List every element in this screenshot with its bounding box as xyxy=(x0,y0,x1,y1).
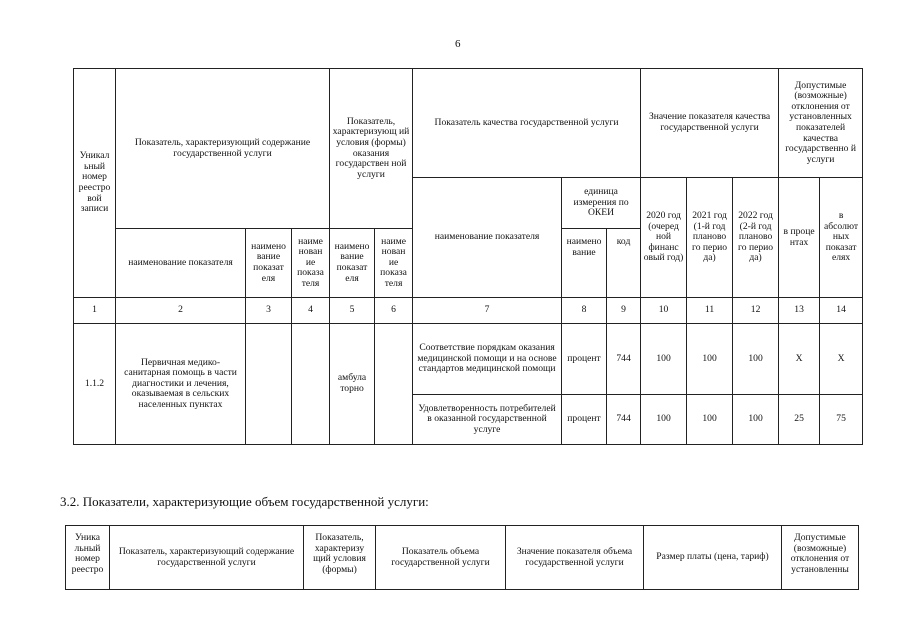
header-year-2021: 2021 год (1-й год планово го перио да) xyxy=(687,178,733,298)
header-conditions: Показатель, характеризу щий условия (формы) xyxy=(304,526,376,590)
value-2022-cell: 100 xyxy=(733,395,779,445)
header-okei-name: наимено вание xyxy=(562,229,607,298)
deviation-absolute-cell: 75 xyxy=(820,395,863,445)
header-fee: Размер платы (цена, тариф) xyxy=(644,526,782,590)
condition-cell: амбула торно xyxy=(330,324,375,445)
header-indicator-name-1: наимено вание показат еля xyxy=(246,229,292,298)
column-number: 14 xyxy=(820,298,863,324)
header-indicator-name-3: наимено вание показат еля xyxy=(330,229,375,298)
quality-indicator-name: Удовлетворенность потребителей в оказанной государственной услуге xyxy=(413,395,562,445)
column-number: 8 xyxy=(562,298,607,324)
deviation-absolute-cell: Х xyxy=(820,324,863,395)
column-number: 2 xyxy=(116,298,246,324)
empty-cell xyxy=(246,324,292,445)
header-quality-indicator-name: наименование показателя xyxy=(413,178,562,298)
header-in-percent: в проце нтах xyxy=(779,178,820,298)
column-number: 13 xyxy=(779,298,820,324)
header-in-absolute: в абсолют ных показат елях xyxy=(820,178,863,298)
value-2021-cell: 100 xyxy=(687,395,733,445)
header-volume: Показатель объема государственной услуги xyxy=(376,526,506,590)
header-deviation-group: Допустимые (возможные) отклонения от установленных показателей качества государственно й услуги xyxy=(779,69,863,178)
column-number: 6 xyxy=(375,298,413,324)
quality-indicators-table xyxy=(73,68,863,445)
column-number: 9 xyxy=(607,298,641,324)
value-2022-cell: 100 xyxy=(733,324,779,395)
volume-indicators-table xyxy=(65,525,859,590)
code-cell: 744 xyxy=(607,395,641,445)
deviation-percent-cell: Х xyxy=(779,324,820,395)
header-reg-number: Уникал ьный номер реестро вой записи xyxy=(74,69,116,298)
value-2020-cell: 100 xyxy=(641,324,687,395)
header-year-2020: 2020 год (очеред ной финанс овый год) xyxy=(641,178,687,298)
section-heading: 3.2. Показатели, характеризующие объем государственной услуги: xyxy=(60,494,429,509)
column-numbers-row xyxy=(74,298,863,324)
empty-cell xyxy=(292,324,330,445)
header-reg-number: Уника льный номер реестро xyxy=(66,526,110,590)
header-indicator-name-2: наиме нован ие показа теля xyxy=(292,229,330,298)
unit-cell: процент xyxy=(562,324,607,395)
deviation-percent-cell: 25 xyxy=(779,395,820,445)
value-2020-cell: 100 xyxy=(641,395,687,445)
page-number: 6 xyxy=(455,38,461,50)
column-number: 10 xyxy=(641,298,687,324)
header-deviation: Допустимые (возможные) отклонения от установленны xyxy=(782,526,859,590)
table-row xyxy=(74,324,863,395)
header-value-group: Значение показателя качества государственной услуги xyxy=(641,69,779,178)
column-number: 4 xyxy=(292,298,330,324)
column-number: 7 xyxy=(413,298,562,324)
service-content-cell: Первичная медико-санитарная помощь в части диагностики и лечения, оказываемая в сельских населенных пунктах xyxy=(116,324,246,445)
column-number: 3 xyxy=(246,298,292,324)
header-okei-code: код xyxy=(607,229,641,298)
column-number: 5 xyxy=(330,298,375,324)
column-number: 11 xyxy=(687,298,733,324)
quality-indicator-name: Соответствие порядкам оказания медицинской помощи и на основе стандартов медицинской помощи xyxy=(413,324,562,395)
column-number: 1 xyxy=(74,298,116,324)
header-value: Значение показателя объема государственной услуги xyxy=(506,526,644,590)
header-indicator-name-wide: наименование показателя xyxy=(116,229,246,298)
header-quality-group: Показатель качества государственной услуги xyxy=(413,69,641,178)
header-content-group: Показатель, характеризующий содержание государственной услуги xyxy=(116,69,330,229)
value-2021-cell: 100 xyxy=(687,324,733,395)
header-content: Показатель, характеризующий содержание государственной услуги xyxy=(110,526,304,590)
column-number: 12 xyxy=(733,298,779,324)
reg-number-cell: 1.1.2 xyxy=(74,324,116,445)
header-okei-unit: единица измерения по ОКЕИ xyxy=(562,178,641,229)
code-cell: 744 xyxy=(607,324,641,395)
header-year-2022: 2022 год (2-й год планово го перио да) xyxy=(733,178,779,298)
header-indicator-name-4: наиме нован ие показа теля xyxy=(375,229,413,298)
unit-cell: процент xyxy=(562,395,607,445)
empty-cell xyxy=(375,324,413,445)
header-conditions-group: Показатель, характеризующ ий условия (формы) оказания государствен ной услуги xyxy=(330,69,413,229)
